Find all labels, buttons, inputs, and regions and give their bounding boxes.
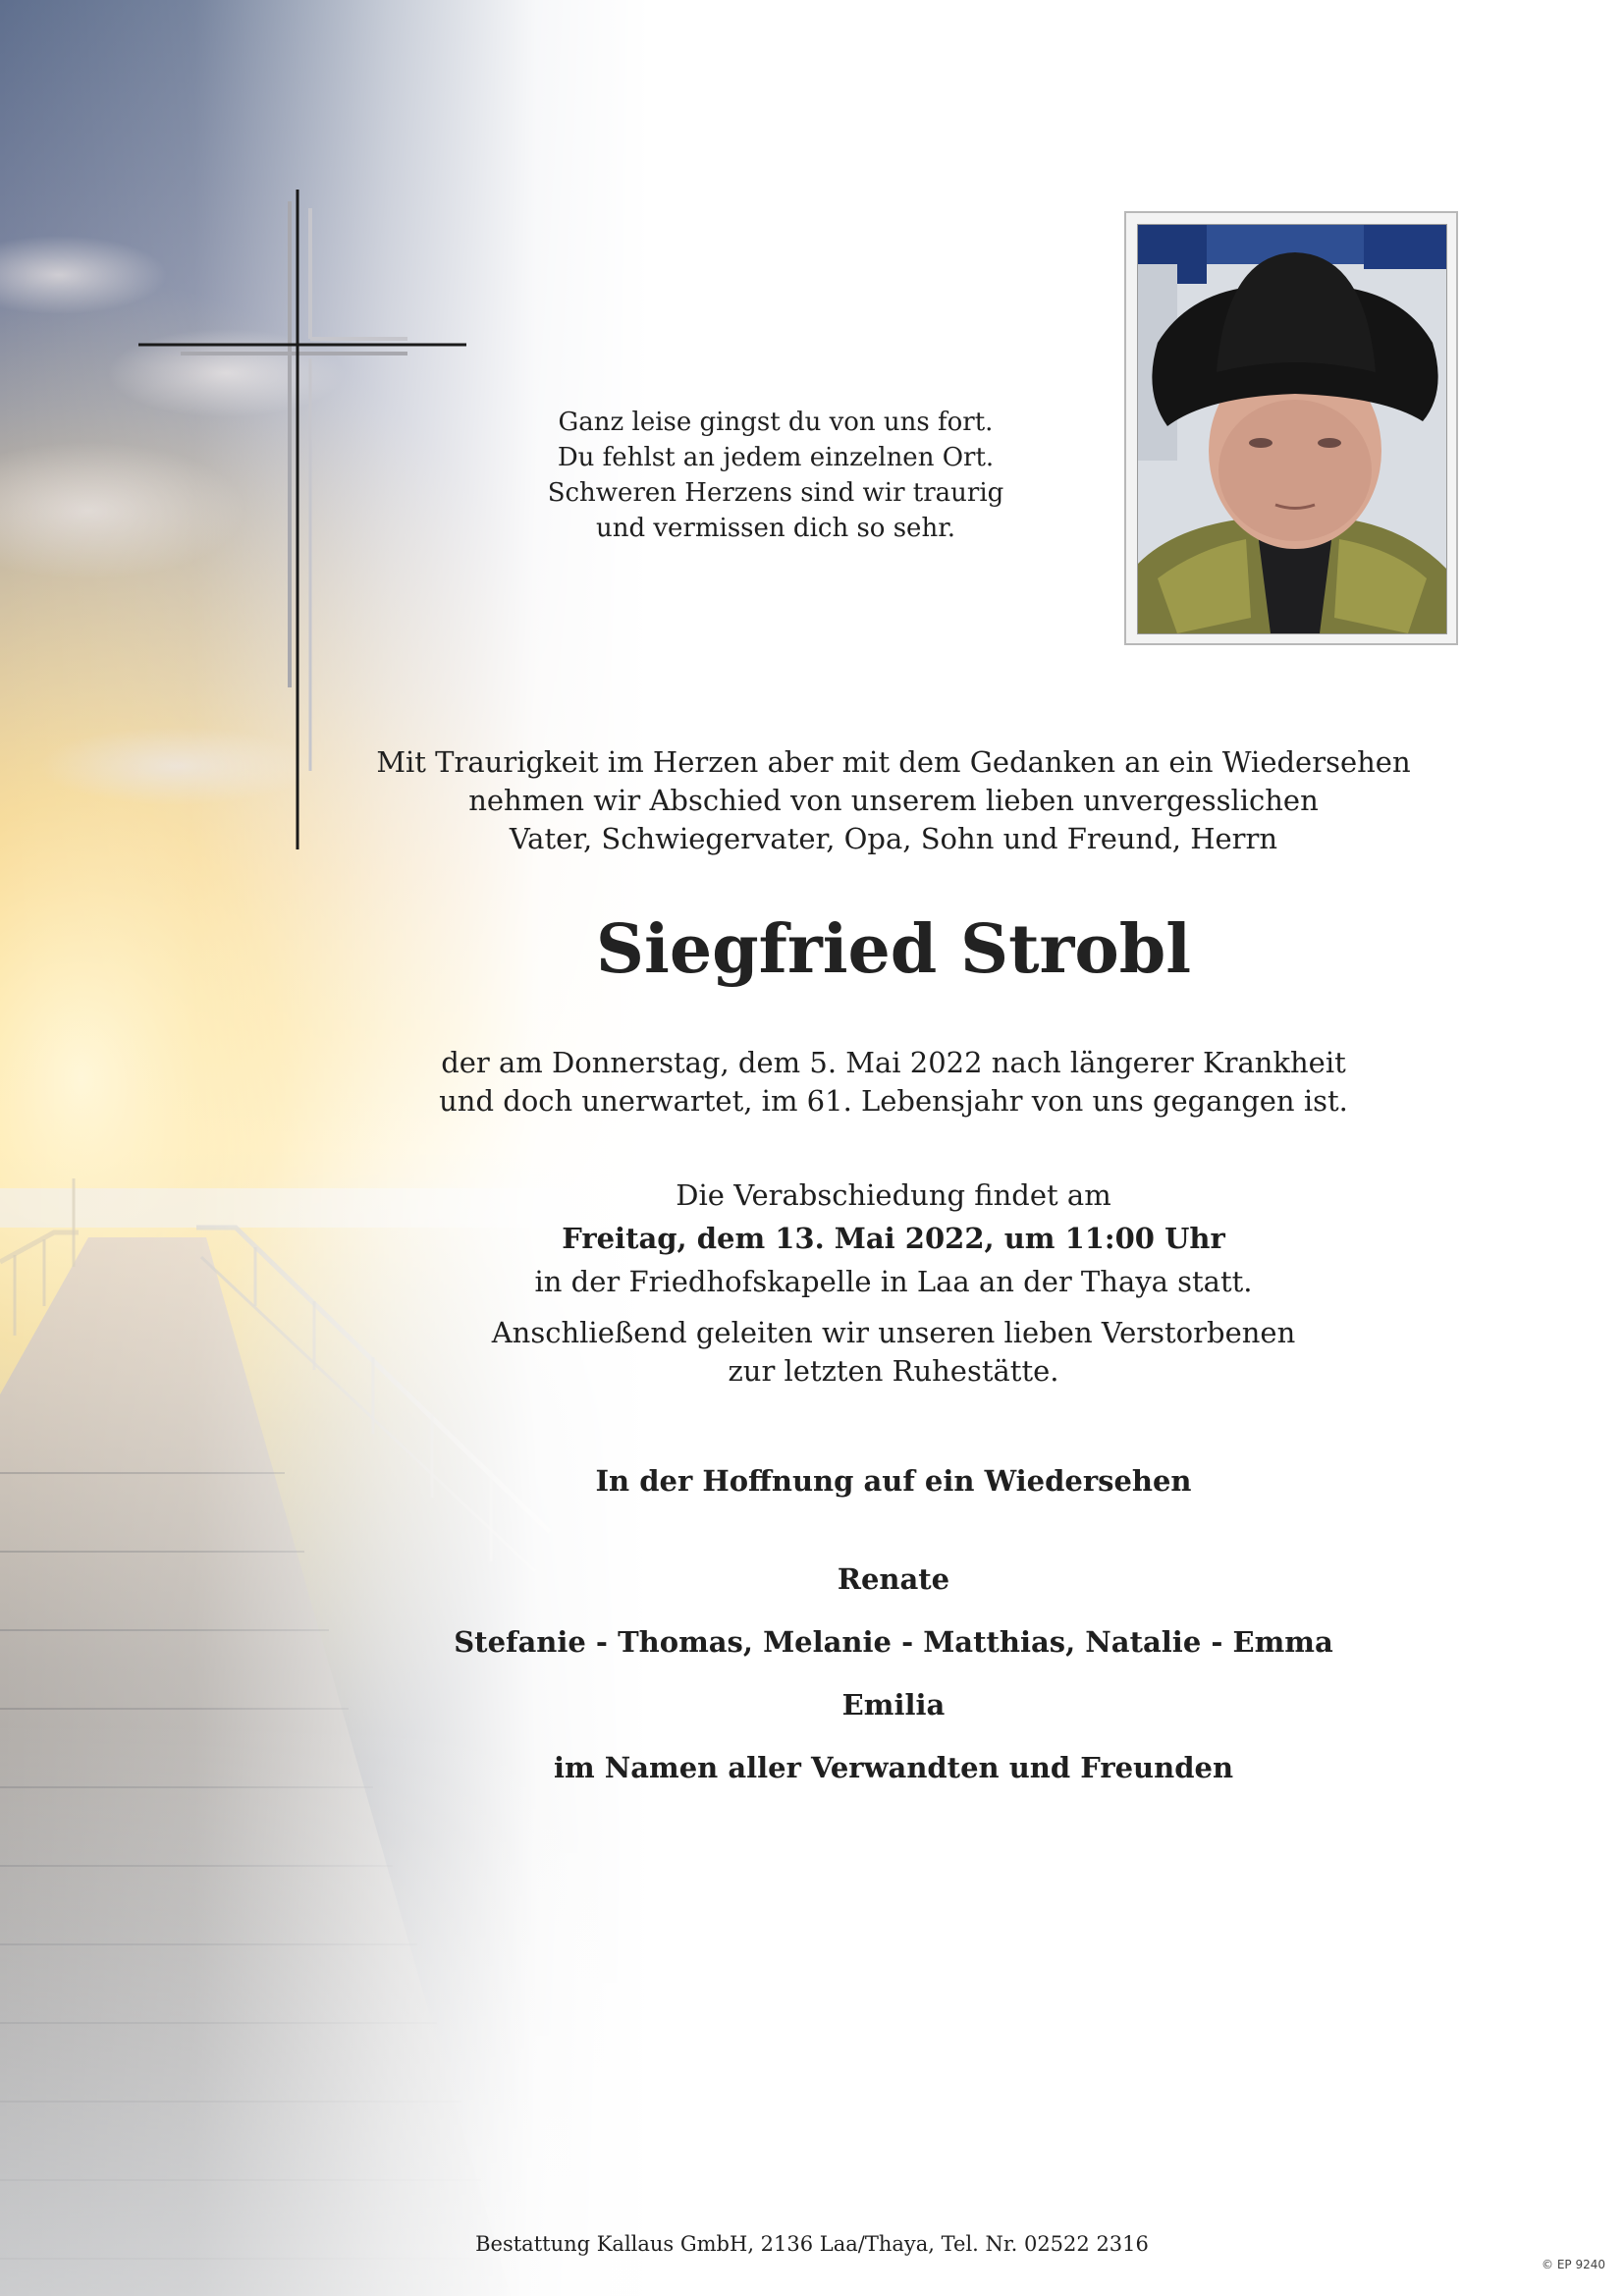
death-notice-line: der am Donnerstag, dem 5. Mai 2022 nach längerer Krankheit bbox=[441, 1046, 1346, 1079]
intro-text bbox=[353, 743, 1434, 858]
intro-line: nehmen wir Abschied von unserem lieben unvergesslichen bbox=[468, 784, 1319, 817]
hope-line: In der Hoffnung auf ein Wiedersehen bbox=[595, 1464, 1192, 1498]
poem-line: Ganz leise gingst du von uns fort. bbox=[558, 408, 994, 437]
intro-line: Mit Traurigkeit im Herzen aber mit dem Gedanken an ein Wiedersehen bbox=[376, 745, 1411, 779]
poem-line: Schweren Herzens sind wir traurig bbox=[547, 478, 1004, 508]
poem bbox=[520, 405, 1031, 546]
mourner-line: Stefanie - Thomas, Melanie - Matthias, Natalie - Emma bbox=[454, 1625, 1333, 1659]
print-code: © EP 9240 bbox=[1542, 2258, 1605, 2271]
burial-line: zur letzten Ruhestätte. bbox=[728, 1354, 1059, 1388]
poem-line: und vermissen dich so sehr. bbox=[595, 514, 956, 543]
mourner-line: im Namen aller Verwandten und Freunden bbox=[553, 1751, 1234, 1784]
burial-line: Anschließend geleiten wir unseren lieben Verstorbenen bbox=[491, 1316, 1296, 1349]
mourner-line: Renate bbox=[837, 1562, 950, 1596]
mourners bbox=[353, 1559, 1434, 1811]
deceased-name: Siegfried Strobl bbox=[595, 910, 1192, 989]
ceremony-info bbox=[353, 1174, 1434, 1303]
death-notice bbox=[353, 1044, 1434, 1121]
portrait-photo bbox=[1137, 224, 1447, 634]
death-notice-line: und doch unerwartet, im 61. Lebensjahr von uns gegangen ist. bbox=[439, 1084, 1348, 1118]
intro-line: Vater, Schwiegervater, Opa, Sohn und Freund, Herrn bbox=[509, 822, 1278, 855]
ceremony-date: Freitag, dem 13. Mai 2022, um 11:00 Uhr bbox=[562, 1222, 1225, 1255]
ceremony-intro: Die Verabschiedung findet am bbox=[676, 1178, 1111, 1212]
mourner-line: Emilia bbox=[841, 1688, 946, 1722]
cross-icon bbox=[0, 0, 471, 868]
poem-line: Du fehlst an jedem einzelnen Ort. bbox=[557, 443, 995, 472]
ceremony-location: in der Friedhofskapelle in Laa an der Thaya statt. bbox=[534, 1265, 1253, 1298]
portrait-frame bbox=[1124, 211, 1458, 645]
undertaker-footer: Bestattung Kallaus GmbH, 2136 Laa/Thaya, Tel. Nr. 02522 2316 bbox=[475, 2232, 1149, 2256]
burial-info bbox=[353, 1314, 1434, 1391]
